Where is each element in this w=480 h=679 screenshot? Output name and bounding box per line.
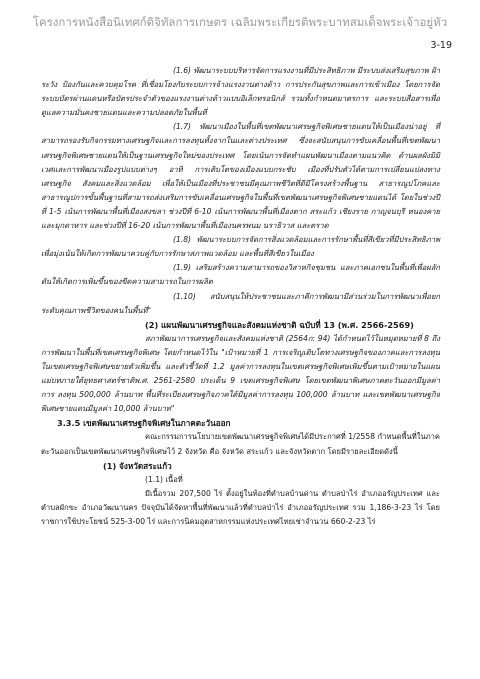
paragraph-1-8: (1.8) พัฒนาระบบการจัดการสิ่งแวดล้อมและการรักษาพื้นที่สีเขียวที่มีประสิทธิภาพ เพื่อมุ่งเน้นให้เกิดการพัฒนาควบคู่กับการรักษาสภาพแวดล้อม และพื้นที่สีเขียวในเมือง: [41, 235, 440, 259]
subsection-heading-3-3-5: 3.3.5 เขตพัฒนาเศรษฐกิจพิเศษในภาคตะวันออก: [57, 418, 231, 429]
paragraph-plan-13: [41, 332, 440, 417]
paragraph-eastern-sez: คณะกรรมการนโยบายเขตพัฒนาเศรษฐกิจพิเศษได้มีประกาศที่ 1/2558 กำหนดพื้นที่ในภาคตะวันออกเป็นเขตพัฒนาเศรษฐกิจพิเศษไว้ 2 จังหวัด คือ จังหวัด สระแก้ว และจังหวัดตาก โดยมีรายละเอียดดังนี้: [41, 432, 440, 456]
heading-area: (1.1) เนื้อที่: [145, 474, 183, 484]
document-body: [41, 64, 440, 529]
paragraph-1-6: (1.6) พัฒนาระบบบริหารจัดการแรงงานที่มีประสิทธิภาพ มีระบบส่งเสริมสุขภาพ ฝ้าระวัง ป้องกันและควบคุมโรค ที่เชื่อมโยงกับระบบการจ้างแรงงานต่างด้าว การประกันสุขภาพและการเข้าเมือง โดยการจัดระบบบัตรผ่านแดนหรือบัตรประจำตัวของแรงงานต่างด้าวแบบอิเล็กทรอนิกส์ รวมทั้งกำหนดมาตรการ และระบบสื่อสารเพื่อดูแลความมั่นคงชายแดนและความปลอดภัยในพื้นที่: [41, 66, 440, 118]
heading-sa-kaeo: (1) จังหวัดสระแก้ว: [103, 460, 172, 471]
paragraph-plan-13-text: สภาพัฒนาการเศรษฐกิจและสังคมแห่งชาติ (2564ก: 94) ได้กำหนดไว้ในหมุดหมายที่ 8 ถึงการพัฒนาในพื้นที่เขตเศรษฐกิจพิเศษ โดยกำหนดไว้ใน "เป้าหมายที่ 1 การเจริญเติบโตทางเศรษฐกิจของภาคและการลงทุนในเขตเศรษฐกิจพิเศษขยายตัวเพิ่มขึ้น และตัวชี้วัดที่ 1.2 มูลค่าการลงทุนในเขตเศรษฐกิจพิเศษเพิ่มขึ้นตามเป้าหมายในแผนแม่บทภายใต้ยุทธศาสตร์ชาติพ.ศ. 2561-2580 ประเด็น 9 เขตเศรษฐกิจพิเศษ โดยเขตพัฒนาพิเศษภาคตะวันออกมีมูลค่าการ ลงทุน 500,000 ล้านบาท พื้นที่ระเบียงเศรษฐกิจภาคใต้มีมูลค่าการลงทุน 100,000 ล้านบาท และเขตพัฒนาเศรษฐกิจพิเศษชายแดนมีมูลค่า 10,000 ล้านบาท": [41, 333, 440, 414]
paragraph-1-9: (1.9) เสริมสร้างความสามารถของวิสาหกิจชุมชน และภาคเอกชนในพื้นที่เพื่อผลักดันให้เกิดการเพิ่มขึ้นของขีดความสามารถในการผลิต: [41, 263, 440, 287]
paragraph-1-10: (1.10) สนับสนุนให้ประชาชนและภาคีการพัฒนามีส่วนร่วมในการพัฒนาเพื่อยกระดับคุณภาพชีวิตของคนในพื้นที่": [41, 291, 440, 315]
section-heading-plan-13: (2) แผนพัฒนาเศรษฐกิจและสังคมแห่งชาติ ฉบับที่ 13 (พ.ศ. 2566-2569): [145, 319, 414, 330]
running-header: โครงการหนังสือนิเทศก์ดิจิทัลการเกษตร เฉลิมพระเกียรติพระบาทสมเด็จพระเจ้าอยู่หัว: [32, 15, 448, 29]
paragraph-area: มีเนื้อรวม 207,500 ไร่ ตั้งอยู่ในท้องที่ตำบลบ้านด่าน ตำบลป่าไร่ อำเภออรัญประเทศ และตำบลผักขะ อำเภอวัฒนานคร ปัจจุบันได้จัดหาพื้นที่พัฒนาแล้วที่ตำบลป่าไร่ อำเภออรัญประเทศ รวม 1,186-3-23 ไร่ โดยราชการใช้ประโยชน์ 525-3-00 ไร่ และการนิคมอุตสาหกรรมแห่งประเทศไทยเช่าจำนวน 660-2-23 ไร่: [41, 488, 440, 526]
paragraph-1-7: (1.7) พัฒนาเมืองในพื้นที่เขตพัฒนาเศรษฐกิจพิเศษชายแดนให้เป็นเมืองน่าอยู่ ที่สามารถรองรับกิจกรรมทางเศรษฐกิจและการลงทุนทั้งจากในและต่างประเทศ ซึ่งจะสนับสนุนการขับเคลื่อนพื้นที่เขตพัฒนาเศรษฐกิจพิเศษชายแดนให้เป็นฐานเศรษฐกิจใหม่ของประเทศ โดยเน้นการจัดทำแผนพัฒนาเมืองตามแนวคิด ด้านผลผังมิมิเวศและการพัฒนาเมืองรูปแบบต่างๆ อาทิ การเติบโตของเมืองแบบกระชับ เมืองที่ปรับตัวได้ตามการเปลี่ยนแปลงทางเศรษฐกิจ สังคมและสิ่งแวดล้อม เพื่อให้เป็นเมืองที่ประชาชนมีคุณภาพชีวิตที่ดีมีโครงสร้างพื้นฐาน สาธารณูปโภคและสาธารณูปการขั้นพื้นฐานที่สามารถส่งเสริมการขับเคลื่อนเศรษฐกิจในพื้นที่เขตพัฒนาเศรษฐกิจพิเศษชายแดนได้ โดยในช่วงปีที่ 1-5 เน้นการพัฒนาพื้นที่เมืองสงขลา ช่วงปีที่ 6-10 เน้นการพัฒนาพื้นที่เมืองตาก สระแก้ว เชียงราย กาญจนบุรี หนองคาย และมุกดาหาร และช่วงปีที่ 16-20 เน้นการพัฒนาพื้นที่เมืองนครพนม นราธิวาส และตราด: [41, 122, 440, 231]
page-number: 3-19: [430, 40, 452, 51]
